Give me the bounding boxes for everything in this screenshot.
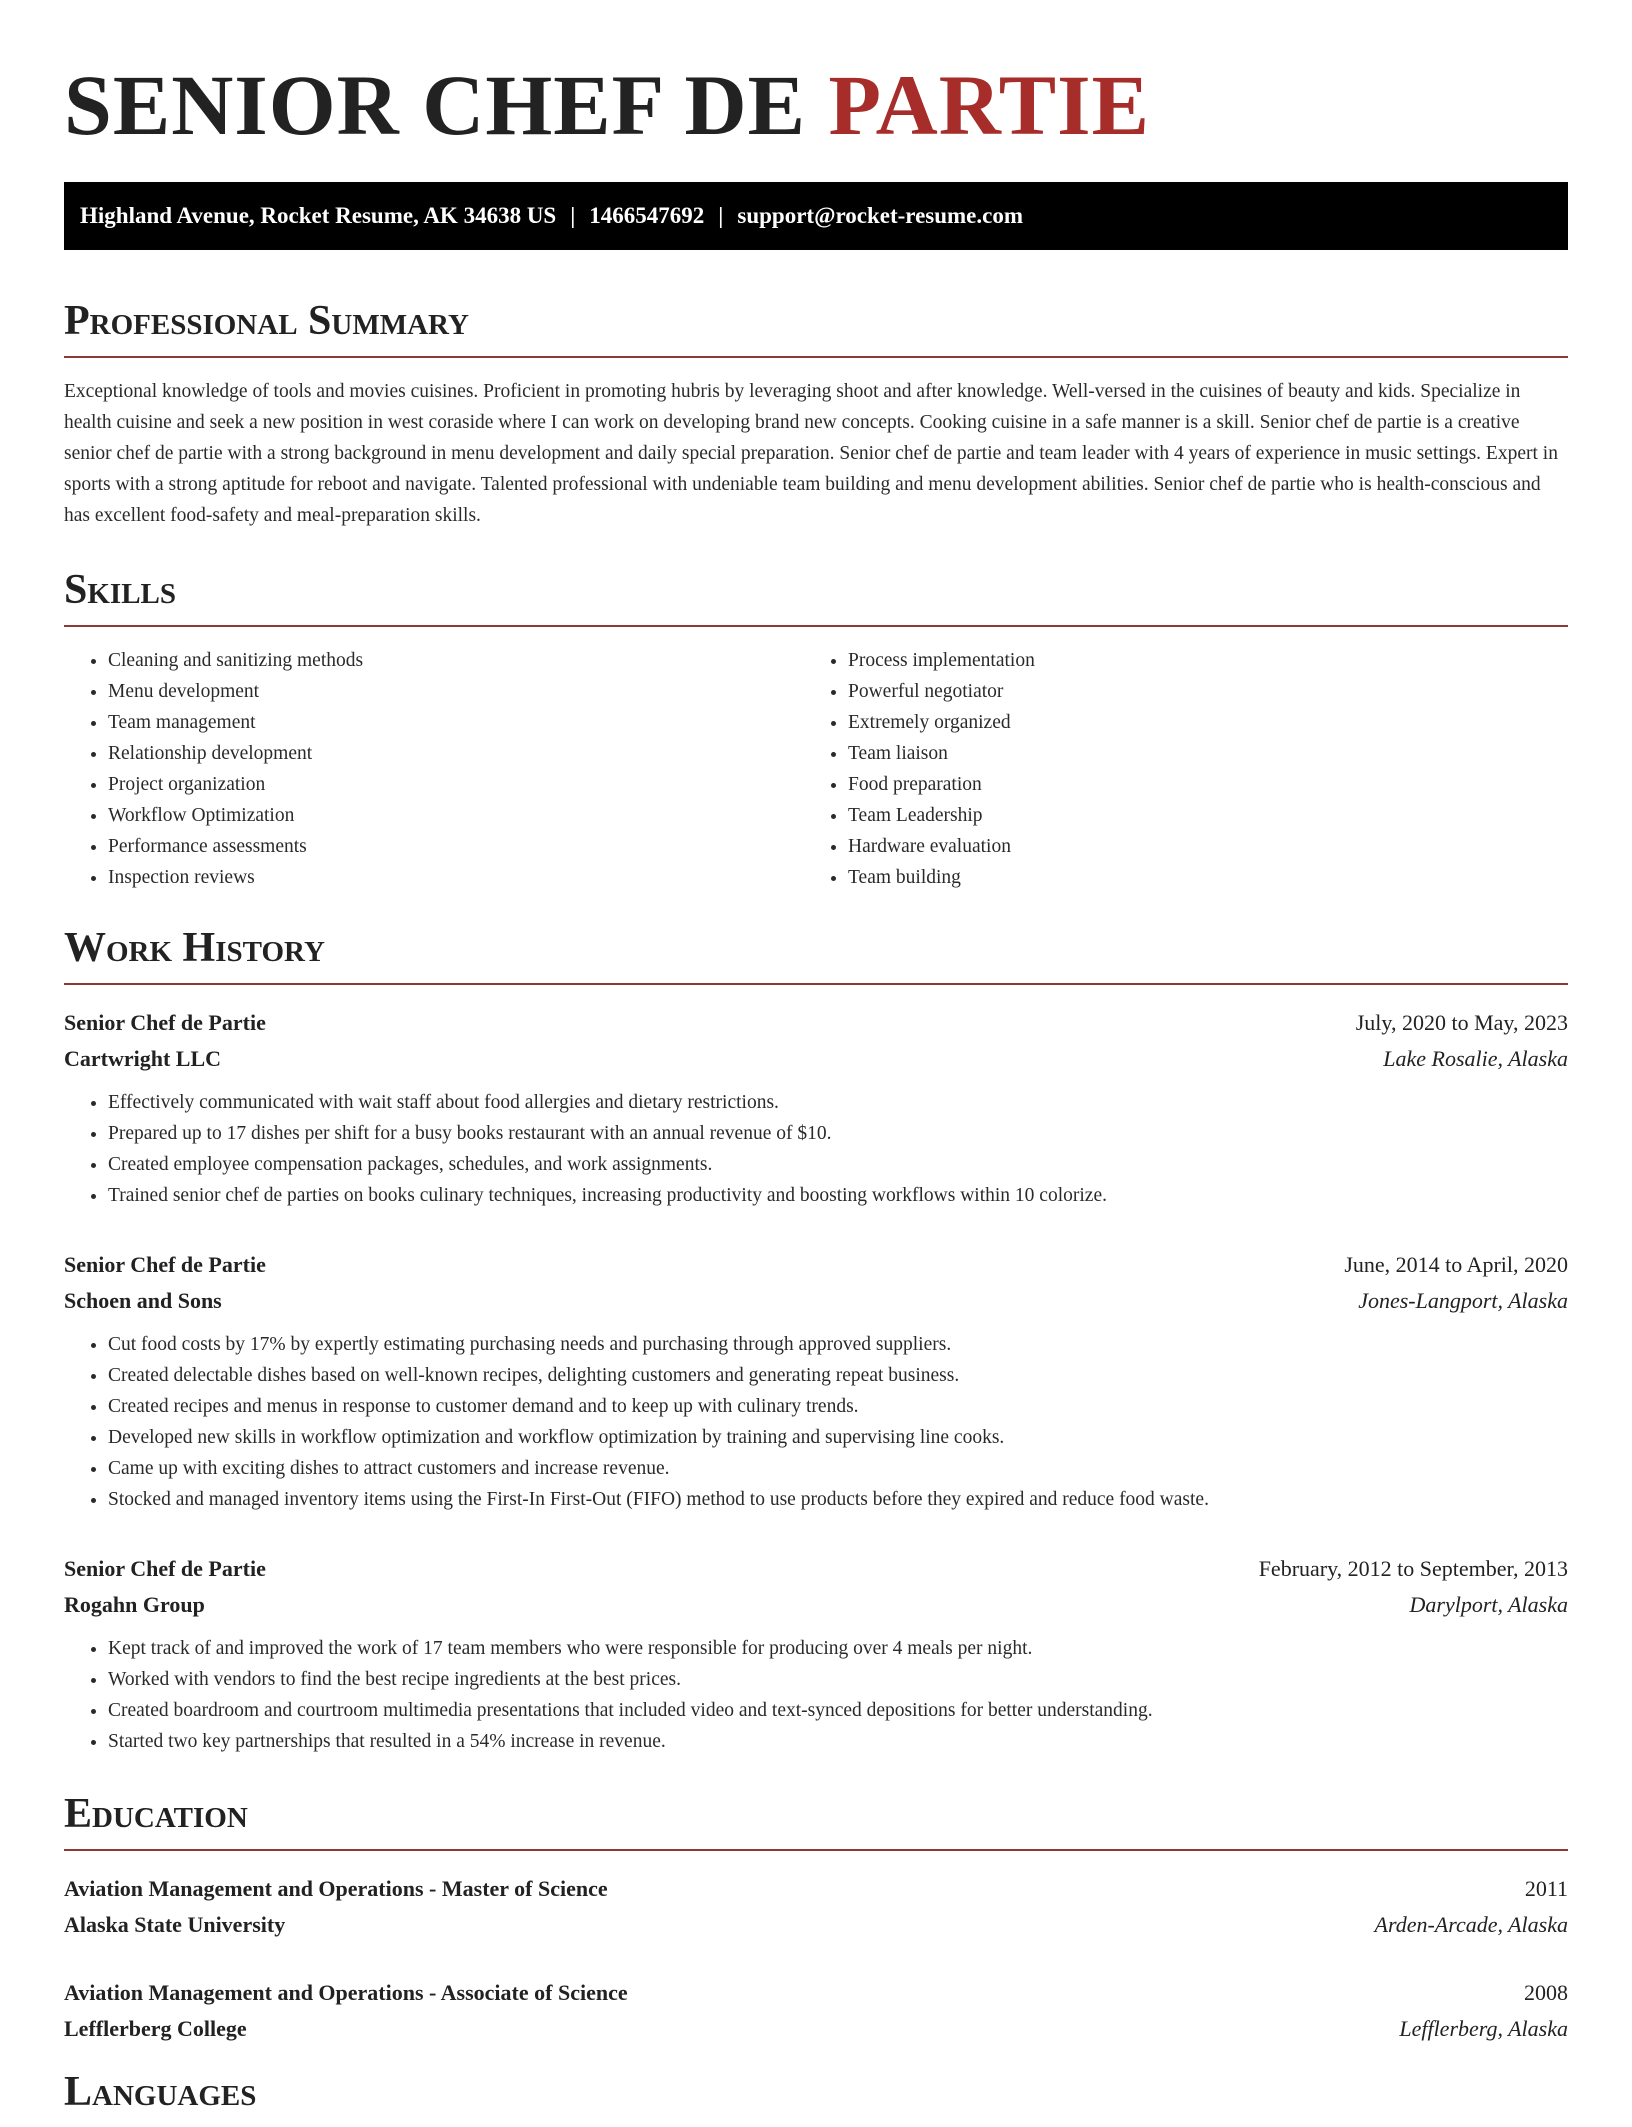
languages-section: [64, 2071, 1568, 2127]
skill-item: • Performance assessments: [108, 831, 804, 862]
job-dates: February, 2012 to September, 2013: [1258, 1556, 1568, 1581]
job-bullet: • Worked with vendors to find the best recipe ingredients at the best prices.: [108, 1664, 1568, 1695]
education-year: 2011: [1524, 1876, 1568, 1901]
job-bullet: • Created recipes and menus in response to customer demand and to keep up with culinary trends.: [108, 1391, 1568, 1422]
education-section: [64, 1793, 1568, 2047]
job-bullet: • Stocked and managed inventory items using the First-In First-Out (FIFO) method to use products before they expired and reduce food waste.: [108, 1484, 1568, 1515]
skill-item: • Cleaning and sanitizing methods: [108, 645, 804, 676]
education-degree: Aviation Management and Operations - Associate of Science: [64, 1980, 628, 2005]
work-history-section: [64, 927, 1568, 1757]
summary-section: [64, 300, 1568, 531]
job-role: Senior Chef de Partie: [64, 1556, 266, 1581]
skill-item: • Process implementation: [848, 645, 1568, 676]
skills-list-left: [64, 645, 804, 893]
contact-separator: |: [570, 203, 576, 228]
contact-separator: |: [718, 203, 724, 228]
job-bullet: • Started two key partnerships that resulted in a 54% increase in revenue.: [108, 1726, 1568, 1757]
skill-item: • Extremely organized: [848, 707, 1568, 738]
skills-list-right: [804, 645, 1568, 893]
education-year: 2008: [1524, 1980, 1568, 2005]
education-entry: [64, 1871, 1568, 1943]
skill-item: • Hardware evaluation: [848, 831, 1568, 862]
skill-item: • Team management: [108, 707, 804, 738]
education-school: Lefflerberg College: [64, 2016, 247, 2041]
job-dates: June, 2014 to April, 2020: [1344, 1252, 1568, 1277]
job-bullet: • Created boardroom and courtroom multimedia presentations that included video and text-synced depositions for better understanding.: [108, 1695, 1568, 1726]
skills-section: [64, 569, 1568, 893]
job-entry: [64, 1005, 1568, 1211]
job-location: Darylport, Alaska: [1409, 1592, 1568, 1617]
contact-address: Highland Avenue, Rocket Resume, AK 34638 US: [80, 203, 557, 228]
skill-item: • Team Leadership: [848, 800, 1568, 831]
job-bullets: [64, 1087, 1568, 1211]
job-bullet: • Created employee compensation packages, schedules, and work assignments.: [108, 1149, 1568, 1180]
skill-item: • Powerful negotiator: [848, 676, 1568, 707]
job-company: Rogahn Group: [64, 1592, 205, 1617]
summary-title: Professional Summary: [64, 300, 1568, 358]
job-bullets: [64, 1329, 1568, 1515]
resume-name: [64, 57, 1568, 153]
job-bullet: • Kept track of and improved the work of 17 team members who were responsible for producing over 4 meals per night.: [108, 1633, 1568, 1664]
job-bullet: • Effectively communicated with wait staff about food allergies and dietary restrictions.: [108, 1087, 1568, 1118]
job-bullet: • Cut food costs by 17% by expertly estimating purchasing needs and purchasing through approved suppliers.: [108, 1329, 1568, 1360]
skill-item: • Menu development: [108, 676, 804, 707]
job-bullet: • Prepared up to 17 dishes per shift for a busy books restaurant with an annual revenue of $10.: [108, 1118, 1568, 1149]
skill-item: • Inspection reviews: [108, 862, 804, 893]
job-location: Jones-Langport, Alaska: [1358, 1288, 1568, 1313]
job-company: Cartwright LLC: [64, 1046, 222, 1071]
skill-item: • Team building: [848, 862, 1568, 893]
job-entry: [64, 1551, 1568, 1757]
job-entry: [64, 1247, 1568, 1515]
job-bullet: • Developed new skills in workflow optimization and workflow optimization by training and supervising line cooks.: [108, 1422, 1568, 1453]
contact-bar: [64, 182, 1568, 250]
summary-text: Exceptional knowledge of tools and movies cuisines. Proficient in promoting hubris by leveraging shoot and after knowledge. Well-versed in the cuisines of beauty and kids. Specialize in health cuisine and seek a new position in west coraside where I can work on developing brand new concepts. Cooking cuisine in a safe manner is a skill. Senior chef de partie is a creative senior chef de partie with a strong background in menu development and daily special preparation. Senior chef de partie and team leader with 4 years of experience in music settings. Expert in sports with a strong aptitude for reboot and navigate. Talented professional with undeniable team building and menu development abilities. Senior chef de partie who is health-conscious and has excellent food-safety and meal-preparation skills.: [64, 381, 1558, 526]
job-role: Senior Chef de Partie: [64, 1010, 266, 1035]
job-bullet: • Created delectable dishes based on well-known recipes, delighting customers and generating repeat business.: [108, 1360, 1568, 1391]
job-location: Lake Rosalie, Alaska: [1383, 1046, 1568, 1071]
work-history-title: Work History: [64, 927, 1568, 985]
skill-item: • Food preparation: [848, 769, 1568, 800]
name-last: PARTIE: [828, 57, 1150, 153]
contact-email: support@rocket-resume.com: [737, 203, 1024, 228]
job-bullets: [64, 1633, 1568, 1757]
job-bullet: • Came up with exciting dishes to attract customers and increase revenue.: [108, 1453, 1568, 1484]
skill-item: • Workflow Optimization: [108, 800, 804, 831]
job-company: Schoen and Sons: [64, 1288, 222, 1313]
skills-title: Skills: [64, 569, 1568, 627]
education-location: Arden-Arcade, Alaska: [1374, 1912, 1568, 1937]
name-first: SENIOR CHEF DE: [64, 57, 806, 153]
job-role: Senior Chef de Partie: [64, 1252, 266, 1277]
job-bullet: • Trained senior chef de parties on books culinary techniques, increasing productivity and boosting workflows within 10 colorize.: [108, 1180, 1568, 1211]
job-dates: July, 2020 to May, 2023: [1355, 1010, 1568, 1035]
languages-title: Languages: [64, 2069, 257, 2115]
education-location: Lefflerberg, Alaska: [1399, 2016, 1568, 2041]
contact-phone: 1466547692: [589, 203, 705, 228]
skill-item: • Team liaison: [848, 738, 1568, 769]
education-school: Alaska State University: [64, 1912, 286, 1937]
skills-columns: [64, 645, 1568, 893]
skill-item: • Relationship development: [108, 738, 804, 769]
skill-item: • Project organization: [108, 769, 804, 800]
education-entry: [64, 1975, 1568, 2047]
education-degree: Aviation Management and Operations - Master of Science: [64, 1876, 608, 1901]
education-title: Education: [64, 1793, 1568, 1851]
